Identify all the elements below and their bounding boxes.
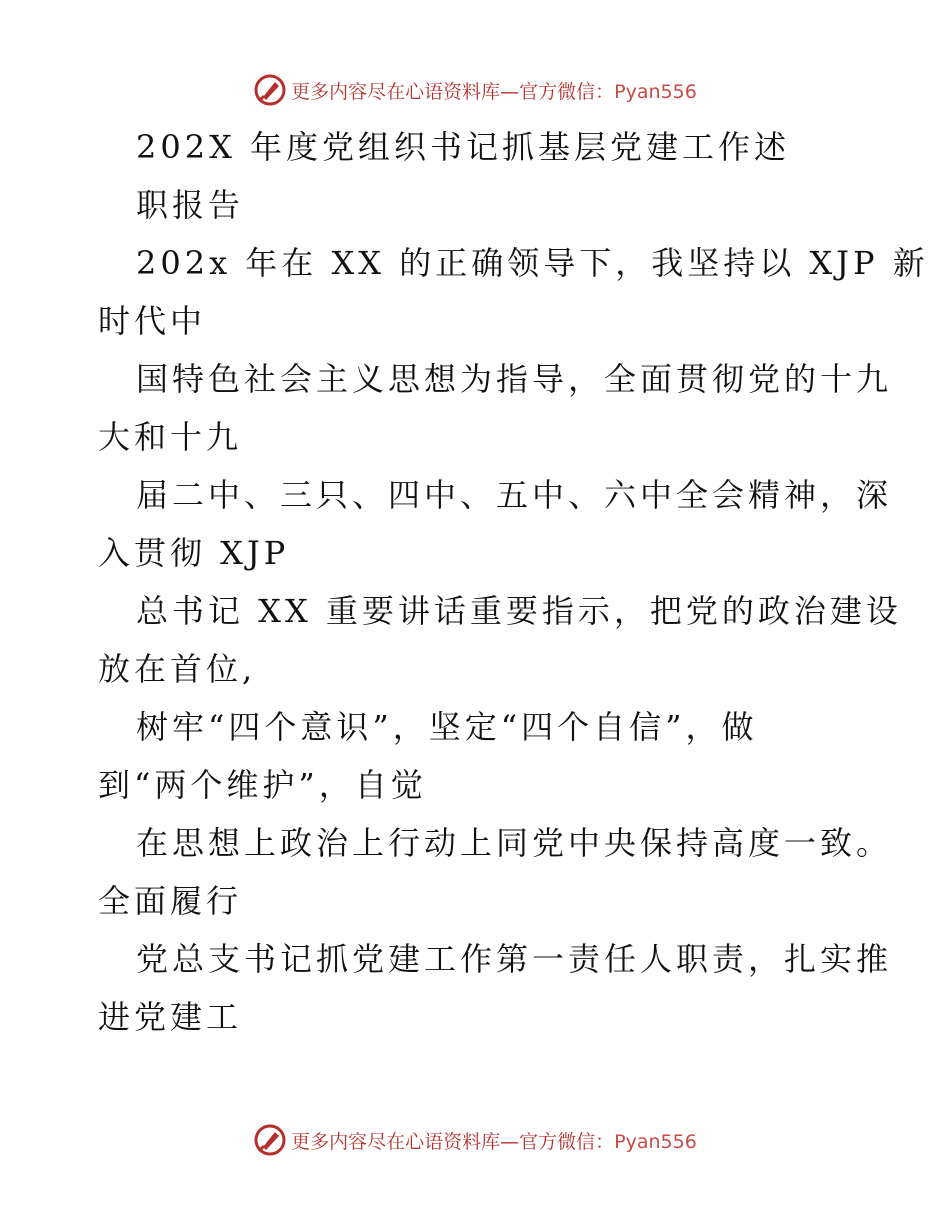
text-line: 树牢“四个意识”，坚定“四个自信”，做 [136, 708, 758, 746]
text-line: 时代中 [98, 302, 207, 340]
pen-nib-logo-icon [253, 73, 287, 107]
text-line: 大和十九 [98, 418, 243, 456]
banner-text: 更多内容尽在心语资料库—官方微信：Pyan556 [291, 1130, 697, 1153]
text-line: 入贯彻 XJP [98, 534, 290, 572]
text-line: 202X 年度党组织书记抓基层党建工作述 [136, 128, 791, 166]
banner-wechat: Pyan556 [614, 1130, 697, 1153]
banner-text: 更多内容尽在心语资料库—官方微信：Pyan556 [291, 80, 697, 103]
text-line: 放在首位, [98, 650, 257, 688]
text-line: 在思想上政治上行动上同党中央保持高度一致。 [136, 824, 893, 862]
text-line: 进党建工 [98, 998, 243, 1036]
footer-banner [0, 1120, 950, 1160]
text-line: 届二中、三只、四中、五中、六中全会精神，深 [136, 476, 893, 514]
text-line: 202x 年在 XX 的正确领导下，我坚持以 XJP 新 [136, 244, 929, 282]
banner-wechat: Pyan556 [614, 80, 697, 103]
text-line: 党总支书记抓党建工作第一责任人职责，扎实推 [136, 940, 893, 978]
pen-nib-logo-icon [253, 1123, 287, 1157]
text-line: 全面履行 [98, 882, 243, 920]
document-body [98, 118, 929, 1046]
header-banner [0, 70, 950, 110]
text-line: 总书记 XX 重要讲话重要指示，把党的政治建设 [136, 592, 902, 630]
text-line: 到“两个维护”，自觉 [98, 766, 427, 804]
text-line: 职报告 [136, 186, 245, 224]
text-line: 国特色社会主义思想为指导，全面贯彻党的十九 [136, 360, 893, 398]
